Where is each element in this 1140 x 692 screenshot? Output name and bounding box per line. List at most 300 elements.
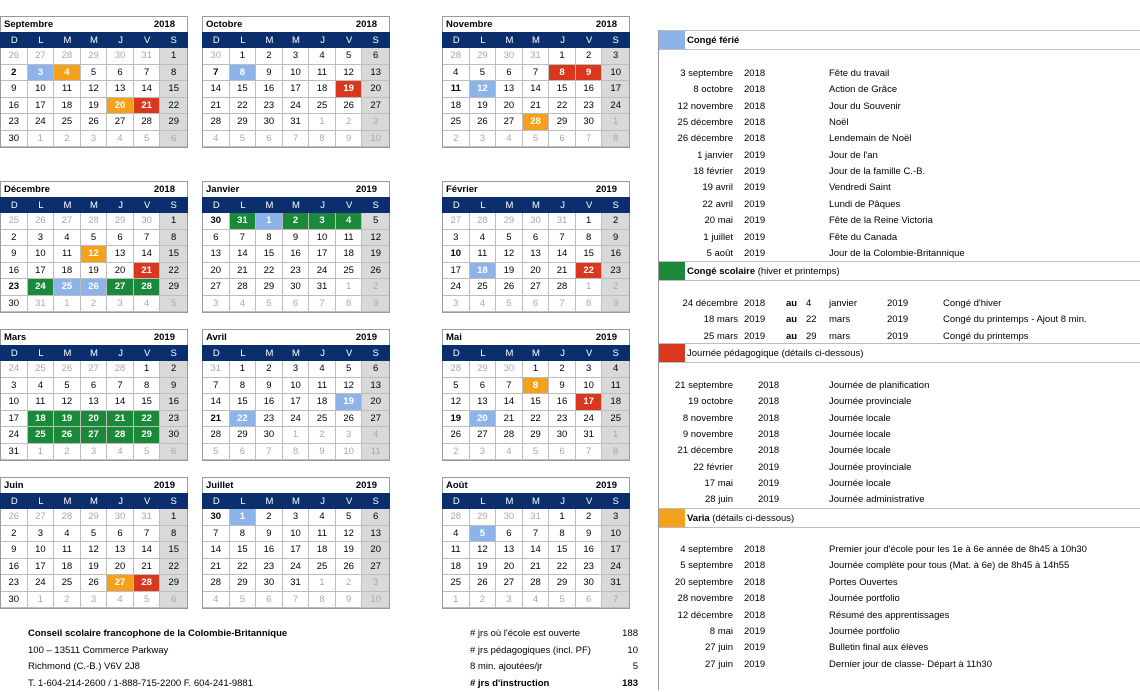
day-cell: 26 <box>1 509 28 526</box>
month-header <box>202 181 390 197</box>
legend-row <box>659 460 1140 476</box>
day-cell: 11 <box>309 526 336 543</box>
day-cell: 27 <box>28 509 55 526</box>
day-cell: 18 <box>54 263 81 280</box>
weekday-label: M <box>523 198 550 213</box>
legend-row <box>659 312 1140 328</box>
day-cell: 13 <box>470 394 497 411</box>
legend-cell: Dernier jour de classe- Départ à 11h30 <box>829 657 992 673</box>
day-cell: 3 <box>203 296 230 313</box>
day-cell: 26 <box>336 559 363 576</box>
stats-block <box>470 626 638 692</box>
day-cell: 7 <box>134 526 161 543</box>
day-cell: 7 <box>203 65 230 82</box>
legend-varia-header <box>659 508 1140 528</box>
day-cell: 15 <box>523 394 550 411</box>
month-year: 2018 <box>154 19 175 30</box>
legend-row <box>659 427 1140 443</box>
day-cell: 5 <box>523 444 550 461</box>
day-cell: 3 <box>602 48 629 65</box>
day-cell: 18 <box>309 81 336 98</box>
weekday-header <box>202 197 390 213</box>
month-year: 2018 <box>596 19 617 30</box>
day-cell: 1 <box>602 427 629 444</box>
day-cell: 2 <box>283 213 310 230</box>
day-cell: 25 <box>336 263 363 280</box>
day-cell: 28 <box>107 361 134 378</box>
day-cell: 19 <box>443 411 470 428</box>
day-cell: 6 <box>203 230 230 247</box>
legend-row <box>659 575 1140 591</box>
weekday-label: V <box>134 33 161 48</box>
legend-cell: 22 avril <box>702 197 733 213</box>
day-cell: 3 <box>362 575 389 592</box>
day-cell: 8 <box>602 444 629 461</box>
legend-cell: 2019 <box>744 148 765 164</box>
day-cell: 19 <box>54 411 81 428</box>
legend-cell: 2019 <box>758 460 779 476</box>
month-mars <box>0 329 188 461</box>
day-cell: 25 <box>309 411 336 428</box>
day-cell: 9 <box>576 65 603 82</box>
day-cell: 2 <box>1 526 28 543</box>
day-grid <box>442 48 630 148</box>
day-cell: 14 <box>203 394 230 411</box>
legend-pd-header <box>659 343 1140 363</box>
day-cell: 27 <box>362 559 389 576</box>
legend-cell: 2018 <box>744 542 765 558</box>
month-year: 2019 <box>356 184 377 195</box>
day-cell: 26 <box>443 427 470 444</box>
day-cell: 4 <box>230 296 257 313</box>
month-year: 2018 <box>154 184 175 195</box>
day-cell: 4 <box>496 444 523 461</box>
day-cell: 18 <box>54 559 81 576</box>
month-name: Avril <box>206 332 227 343</box>
legend-cell: 2019 <box>744 180 765 196</box>
legend-cell: 1 janvier <box>697 148 733 164</box>
day-cell: 24 <box>602 98 629 115</box>
day-cell: 2 <box>602 279 629 296</box>
legend-cell: 2018 <box>758 427 779 443</box>
weekday-label: M <box>283 198 310 213</box>
weekday-label: M <box>256 346 283 361</box>
day-cell: 21 <box>549 263 576 280</box>
legend-cell: 29 <box>806 329 817 345</box>
day-cell: 7 <box>496 378 523 395</box>
day-cell: 28 <box>230 279 257 296</box>
weekday-header <box>442 32 630 48</box>
legend-cell: janvier <box>829 296 857 312</box>
day-cell: 29 <box>230 427 257 444</box>
legend-cell: 20 septembre <box>675 575 733 591</box>
day-cell: 19 <box>81 559 108 576</box>
day-cell: 9 <box>256 526 283 543</box>
legend-row <box>659 591 1140 607</box>
day-cell: 30 <box>576 575 603 592</box>
day-cell: 9 <box>549 378 576 395</box>
legend-cell: Congé du printemps - Ajout 8 min. <box>943 312 1087 328</box>
day-cell: 1 <box>549 509 576 526</box>
day-cell: 26 <box>81 575 108 592</box>
legend-cell: Journée provinciale <box>829 394 911 410</box>
day-cell: 2 <box>549 361 576 378</box>
month-header <box>0 329 188 345</box>
day-cell: 28 <box>134 575 161 592</box>
month-name: Août <box>446 480 468 491</box>
legend-cell: Jour de l'an <box>829 148 878 164</box>
weekday-header <box>442 197 630 213</box>
day-cell: 2 <box>1 65 28 82</box>
day-cell: 20 <box>496 559 523 576</box>
day-cell: 29 <box>549 114 576 131</box>
stat-label: # jrs d'instruction <box>470 678 549 689</box>
day-cell: 21 <box>134 559 161 576</box>
day-cell: 6 <box>470 378 497 395</box>
blue-swatch <box>659 31 685 49</box>
day-cell: 1 <box>134 361 161 378</box>
weekday-label: L <box>470 198 497 213</box>
day-cell: 20 <box>470 411 497 428</box>
day-cell: 30 <box>256 575 283 592</box>
day-cell: 5 <box>470 526 497 543</box>
day-cell: 14 <box>203 542 230 559</box>
legend-cell: 2018 <box>758 378 779 394</box>
legend-cell: 2018 <box>758 394 779 410</box>
day-cell: 17 <box>1 411 28 428</box>
day-cell: 17 <box>283 394 310 411</box>
day-cell: 11 <box>443 542 470 559</box>
day-grid <box>0 213 188 313</box>
legend-cell: 27 juin <box>705 640 733 656</box>
day-cell: 29 <box>81 509 108 526</box>
weekday-label: M <box>496 494 523 509</box>
day-cell: 4 <box>54 230 81 247</box>
legend-row <box>659 99 1140 115</box>
month-name: Octobre <box>206 19 242 30</box>
day-cell: 8 <box>283 444 310 461</box>
day-cell: 3 <box>443 296 470 313</box>
day-cell: 5 <box>549 592 576 609</box>
day-cell: 2 <box>576 48 603 65</box>
day-cell: 11 <box>309 378 336 395</box>
day-cell: 5 <box>230 131 257 148</box>
day-cell: 29 <box>549 575 576 592</box>
day-cell: 2 <box>54 444 81 461</box>
weekday-label: J <box>549 33 576 48</box>
legend-cell: 8 mai <box>710 624 733 640</box>
weekday-label: M <box>523 33 550 48</box>
weekday-label: V <box>336 494 363 509</box>
day-cell: 5 <box>134 444 161 461</box>
weekday-label: M <box>496 346 523 361</box>
day-cell: 9 <box>362 296 389 313</box>
month-header <box>0 181 188 197</box>
legend-cell: 4 <box>806 296 811 312</box>
legend-breaks-title: Congé scolaire <box>687 266 755 277</box>
day-cell: 20 <box>362 81 389 98</box>
weekday-label: S <box>362 494 389 509</box>
weekday-label: M <box>54 346 81 361</box>
day-cell: 1 <box>230 361 257 378</box>
day-cell: 5 <box>134 131 161 148</box>
weekday-header <box>0 493 188 509</box>
day-cell: 1 <box>336 279 363 296</box>
day-cell: 13 <box>523 246 550 263</box>
day-cell: 23 <box>160 411 187 428</box>
day-cell: 18 <box>54 98 81 115</box>
legend-cell: Fête du Canada <box>829 230 897 246</box>
legend-cell: mars <box>829 329 850 345</box>
day-grid <box>0 509 188 609</box>
day-cell: 28 <box>54 48 81 65</box>
day-cell: 19 <box>336 81 363 98</box>
day-cell: 25 <box>470 279 497 296</box>
day-cell: 2 <box>81 296 108 313</box>
legend-cell: 24 décembre <box>683 296 738 312</box>
legend-cell: 5 septembre <box>680 558 733 574</box>
day-cell: 4 <box>443 526 470 543</box>
weekday-label: L <box>230 494 257 509</box>
legend-cell: 26 décembre <box>678 131 733 147</box>
month-header <box>202 16 390 32</box>
weekday-label: M <box>283 33 310 48</box>
day-cell: 2 <box>336 114 363 131</box>
day-cell: 15 <box>230 542 257 559</box>
legend-cell: 2018 <box>744 131 765 147</box>
legend-cell: 2019 <box>744 230 765 246</box>
day-cell: 25 <box>54 114 81 131</box>
day-cell: 24 <box>1 361 28 378</box>
day-cell: 28 <box>549 279 576 296</box>
day-cell: 22 <box>549 98 576 115</box>
day-cell: 28 <box>443 509 470 526</box>
day-cell: 7 <box>134 230 161 247</box>
stat-label: 8 min. ajoutées/jr <box>470 661 542 672</box>
day-cell: 3 <box>336 427 363 444</box>
day-cell: 5 <box>134 592 161 609</box>
day-cell: 28 <box>81 213 108 230</box>
day-cell: 3 <box>283 361 310 378</box>
day-cell: 9 <box>309 444 336 461</box>
day-cell: 1 <box>160 509 187 526</box>
legend-cell: 25 mars <box>704 329 738 345</box>
day-cell: 28 <box>107 427 134 444</box>
day-cell: 25 <box>309 559 336 576</box>
legend-cell: 18 février <box>693 164 733 180</box>
legend-row <box>659 131 1140 147</box>
weekday-label: V <box>576 494 603 509</box>
day-cell: 18 <box>28 411 55 428</box>
day-cell: 15 <box>160 81 187 98</box>
day-cell: 22 <box>160 263 187 280</box>
day-cell: 5 <box>256 296 283 313</box>
day-grid <box>442 509 630 609</box>
day-cell: 23 <box>1 575 28 592</box>
weekday-label: V <box>336 33 363 48</box>
day-cell: 5 <box>230 592 257 609</box>
stat-row <box>470 626 638 643</box>
day-cell: 19 <box>336 394 363 411</box>
day-cell: 4 <box>309 361 336 378</box>
day-cell: 8 <box>576 296 603 313</box>
day-cell: 6 <box>160 592 187 609</box>
stat-value: 5 <box>633 659 638 676</box>
day-cell: 23 <box>1 279 28 296</box>
day-cell: 10 <box>576 378 603 395</box>
day-cell: 1 <box>256 213 283 230</box>
legend-cell: Jour du Souvenir <box>829 99 901 115</box>
day-cell: 13 <box>107 246 134 263</box>
orange-swatch <box>659 509 685 527</box>
weekday-label: M <box>81 198 108 213</box>
day-cell: 14 <box>134 246 161 263</box>
day-cell: 1 <box>28 444 55 461</box>
legend-row <box>659 411 1140 427</box>
legend-row <box>659 82 1140 98</box>
day-cell: 29 <box>523 427 550 444</box>
day-cell: 21 <box>203 411 230 428</box>
day-cell: 8 <box>549 526 576 543</box>
day-cell: 4 <box>28 378 55 395</box>
day-cell: 5 <box>336 48 363 65</box>
day-cell: 27 <box>362 411 389 428</box>
day-cell: 5 <box>336 361 363 378</box>
day-cell: 25 <box>54 575 81 592</box>
day-cell: 28 <box>134 279 161 296</box>
legend-cell: 2019 <box>744 640 765 656</box>
month-header <box>0 477 188 493</box>
legend-row <box>659 246 1140 262</box>
month-year: 2019 <box>596 184 617 195</box>
weekday-label: D <box>443 494 470 509</box>
weekday-label: M <box>54 494 81 509</box>
day-cell: 15 <box>134 394 161 411</box>
day-cell: 7 <box>256 444 283 461</box>
day-cell: 5 <box>203 444 230 461</box>
legend-breaks-note: (hiver et printemps) <box>758 266 840 277</box>
weekday-label: L <box>230 346 257 361</box>
weekday-label: M <box>283 494 310 509</box>
legend-cell: 2018 <box>744 99 765 115</box>
day-cell: 2 <box>336 575 363 592</box>
weekday-header <box>0 345 188 361</box>
day-cell: 5 <box>81 526 108 543</box>
day-cell: 19 <box>470 98 497 115</box>
day-cell: 3 <box>470 444 497 461</box>
day-grid <box>202 213 390 313</box>
weekday-label: V <box>336 346 363 361</box>
legend-cell: 17 mai <box>704 476 733 492</box>
weekday-label: S <box>362 346 389 361</box>
weekday-label: V <box>134 494 161 509</box>
legend-cell: 9 novembre <box>683 427 733 443</box>
day-cell: 27 <box>203 279 230 296</box>
day-cell: 1 <box>283 427 310 444</box>
legend-cell: Premier jour d'école pour les 1e à 6e année de 8h45 à 10h30 <box>829 542 1087 558</box>
day-cell: 7 <box>283 592 310 609</box>
day-cell: 15 <box>549 81 576 98</box>
day-cell: 25 <box>28 427 55 444</box>
day-cell: 12 <box>81 246 108 263</box>
day-cell: 23 <box>1 114 28 131</box>
day-cell: 7 <box>283 131 310 148</box>
day-cell: 12 <box>336 378 363 395</box>
day-cell: 24 <box>283 411 310 428</box>
legend-row <box>659 296 1140 312</box>
day-cell: 4 <box>107 444 134 461</box>
day-cell: 17 <box>283 542 310 559</box>
day-cell: 7 <box>107 378 134 395</box>
day-cell: 15 <box>256 246 283 263</box>
weekday-label: V <box>336 198 363 213</box>
legend-cell: au <box>786 312 797 328</box>
month-février <box>442 181 630 313</box>
day-cell: 12 <box>336 526 363 543</box>
legend-cell: 2019 <box>744 164 765 180</box>
legend-row <box>659 180 1140 196</box>
day-cell: 1 <box>602 114 629 131</box>
weekday-label: J <box>107 346 134 361</box>
day-cell: 4 <box>203 592 230 609</box>
legend-row <box>659 558 1140 574</box>
day-cell: 9 <box>576 526 603 543</box>
day-cell: 6 <box>160 131 187 148</box>
day-cell: 10 <box>309 230 336 247</box>
day-cell: 8 <box>160 526 187 543</box>
day-cell: 1 <box>523 361 550 378</box>
day-cell: 3 <box>362 114 389 131</box>
day-cell: 14 <box>230 246 257 263</box>
weekday-label: V <box>134 198 161 213</box>
day-cell: 30 <box>523 213 550 230</box>
day-cell: 28 <box>443 361 470 378</box>
weekday-label: M <box>81 33 108 48</box>
day-cell: 1 <box>160 213 187 230</box>
month-name: Février <box>446 184 478 195</box>
day-cell: 24 <box>28 114 55 131</box>
month-juin <box>0 477 188 609</box>
day-cell: 7 <box>602 592 629 609</box>
weekday-header <box>202 32 390 48</box>
day-cell: 8 <box>576 230 603 247</box>
day-cell: 10 <box>283 65 310 82</box>
month-avril <box>202 329 390 461</box>
stat-label: # jrs où l'école est ouverte <box>470 628 580 639</box>
month-name: Septembre <box>4 19 53 30</box>
month-header <box>442 181 630 197</box>
day-cell: 28 <box>523 575 550 592</box>
day-cell: 30 <box>576 114 603 131</box>
day-cell: 11 <box>470 246 497 263</box>
day-cell: 7 <box>203 526 230 543</box>
day-cell: 9 <box>336 131 363 148</box>
day-cell: 28 <box>470 213 497 230</box>
legend-cell: 18 mars <box>704 312 738 328</box>
legend-row <box>659 230 1140 246</box>
legend-cell: 25 décembre <box>678 115 733 131</box>
day-cell: 30 <box>1 296 28 313</box>
day-cell: 2 <box>443 131 470 148</box>
day-cell: 10 <box>362 131 389 148</box>
day-cell: 11 <box>336 230 363 247</box>
day-cell: 6 <box>496 65 523 82</box>
day-cell: 9 <box>160 378 187 395</box>
legend-cell: 2019 <box>744 197 765 213</box>
day-cell: 7 <box>576 444 603 461</box>
day-cell: 28 <box>54 509 81 526</box>
day-cell: 22 <box>523 411 550 428</box>
